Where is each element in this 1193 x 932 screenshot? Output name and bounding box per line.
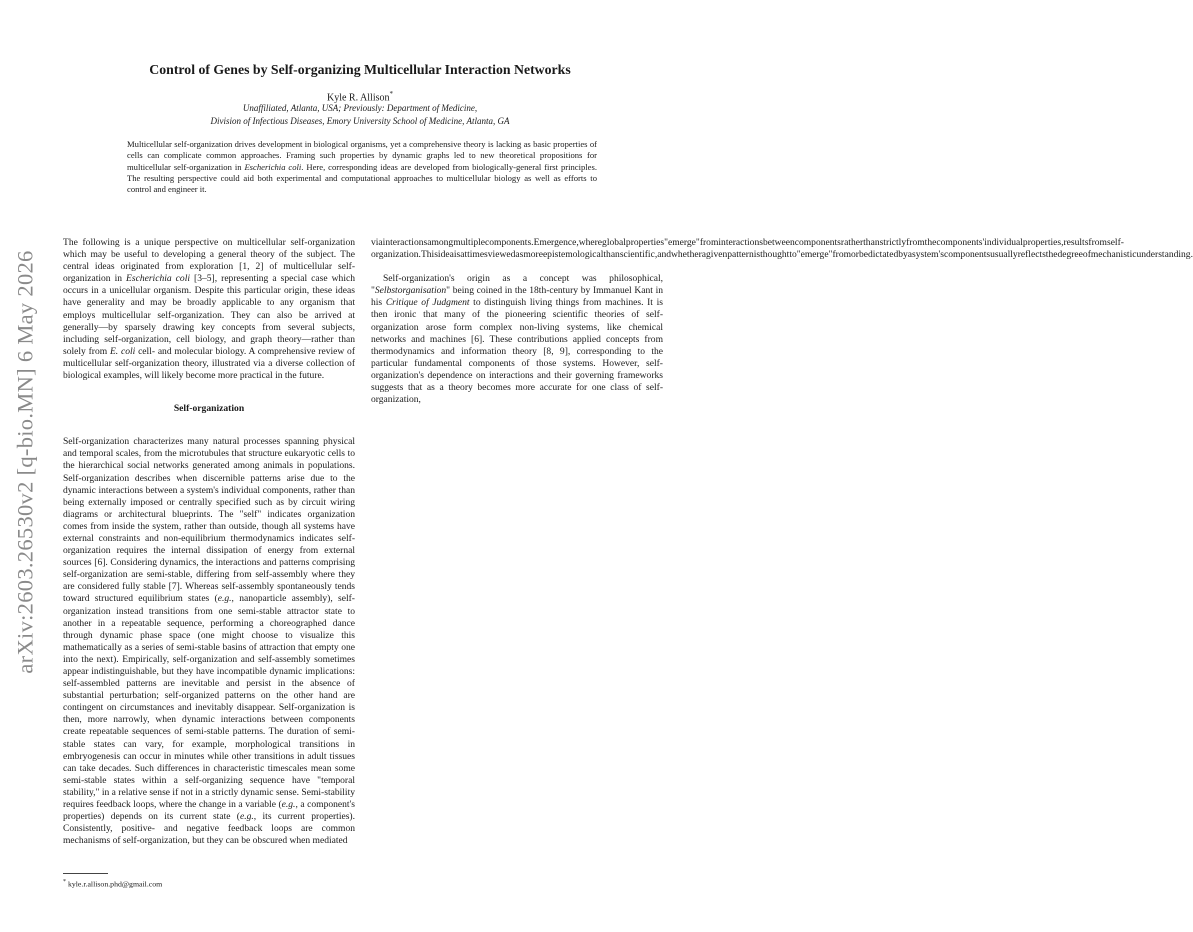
section-p1-text-d: results <box>1063 237 1089 248</box>
section-p2-critique: Critique of Judgment <box>385 297 470 309</box>
section-p1-text-d: idea <box>437 249 454 261</box>
section-heading: Self-organization <box>173 403 245 415</box>
section-paragraph-1 <box>63 436 355 847</box>
section-p1-text-d: of <box>1082 249 1091 261</box>
section-p1-text-d: thought <box>760 249 790 261</box>
section-p1-text-d: degree <box>1057 249 1083 261</box>
section-p2-text-c: to distinguish living things from machines. It is then ironic that many of the pioneering scientific theories of self-organization arose form complex non-living systems, like chemical networks and machines [6]. These contributions applied concepts from thermodynamics and information theory [8, 9], corresponding to the particular fundamental components of those systems. However, self-organization's dependence on interactions and their governing frameworks suggests that as a theory becomes more accurate for one class of self-organization, <box>371 297 663 406</box>
author-line <box>60 90 660 103</box>
section-p1-text-d: scientific, <box>619 249 658 261</box>
section-p1-text-d: the <box>924 237 937 248</box>
section-p1-text-d: strictly <box>879 237 907 248</box>
section-p1-text-d: properties <box>625 237 665 248</box>
section-p1-eg-3: e.g. <box>239 811 254 823</box>
section-p1-text-d: , its current properties). Consistently, positive- and negative feedback loops are common mechanisms of self-organization, but they can be obscured when mediated <box>63 811 355 847</box>
section-paragraph-1-continued <box>371 237 1193 261</box>
footnote-rule <box>63 873 108 874</box>
abstract-text-1: Multicellular self-organization drives development in biological organisms, yet a comprehensive theory is lacking as basic properties of cells can complicate common approaches. Framing such properties by dynamic graphs led to new theoretical propositions for multicellular self-organization in <box>127 139 597 172</box>
intro-text-3: cell- and molecular biology. A comprehensive review of multicellular self-organization theory, illustrated via a diverse collection of biological examples, will likely become more practical in the future. <box>63 345 355 382</box>
section-p1-text-d: Emergence, <box>533 237 579 248</box>
section-p1-text-d: more <box>523 249 543 261</box>
intro-organism-short: E. coli <box>109 345 136 357</box>
section-p1-text-d: reflects <box>1017 249 1046 261</box>
section-p1-text-d: properties, <box>1022 237 1064 248</box>
section-p1-text-d: self-organization. <box>371 237 1124 261</box>
section-p1-text-d: global <box>602 237 626 248</box>
abstract-text-2: . Here, corresponding ideas are developed from biologically-general first principles. The resulting perspective could aid both experimental and computational approaches to multicellular biology as well as efforts to control and engineer it. <box>127 161 597 195</box>
section-p1-text-d: usually <box>990 249 1018 261</box>
section-p1-text-d: pattern <box>727 249 754 261</box>
footnote <box>63 879 162 889</box>
section-p1-text-d: components. <box>485 237 534 248</box>
section-p1-text-d: system's <box>912 249 944 261</box>
section-p1-text-d: via <box>371 237 383 248</box>
intro-text-1: The following is a unique perspective on multicellular self-organization which may be useful to developing a general theory of the subject. The central ideas originated from exploration [1, 2] of multicellular self-organization in <box>63 237 355 285</box>
intro-paragraph <box>63 237 355 382</box>
section-p1-text-b: , nanoparticle assembly), self-organization instead transitions from one semi-stable attractor state to another in a repeatable sequence, performing a choreographed dance through dynamic phase space (one might choose to visualize this mathematically as a series of semi-stable basins of attraction that empty one into the next). Empirically, self-organization and self-assembly sometimes appear indistinguishable, but they have incompatible dynamic implications: self-assembled patterns are inevitable and persist in the absence of substantial perturbation; self-organized patterns on the other hand are contingent on circumstances and inevitably disappear. Self-organization is then, more narrowly, when dynamic interactions between components create repeatable sequences of semi-stable patterns. The duration of semi-stable states can vary, for example, morphological transitions in embryogenesis can occur in minutes while other transitions in adult tissues can take decades. Such differences in characteristic timescales mean some semi-stable states within a self-organizing sequence have "temporal stability," in a relative sense if not in a strictly dynamic sense. Semi-stability requires feedback loops, where the change in a variable ( <box>63 593 355 811</box>
section-p1-text-d: a <box>907 249 913 261</box>
section-p1-text-d: This <box>420 249 438 261</box>
section-p1-text-d: mechanistic <box>1090 249 1137 261</box>
section-p1-text-d: the <box>1045 249 1058 261</box>
section-p1-text-c: , a component's properties) depends on its current state ( <box>63 799 355 823</box>
intro-text-2: [3–5], representing a special case which occurs in a unicellular organism. Despite this particular origin, these ideas have generality and may be broadly applicable to any organism that employs multicellular self-organization. They can also be arrived at generally—by sparsely drawing key concepts from several subjects, including self-organization, cell biology, and graph theory—rather than solely from <box>63 273 355 357</box>
section-p1-text-d: components <box>943 249 991 261</box>
section-p1-text-d: rather <box>840 237 864 248</box>
section-p1-text-d: from <box>906 237 925 248</box>
section-p1-text-a: Self-organization characterizes many natural processes spanning physical and temporal scales, from the microtubules that structure eukaryotic cells to the hierarchical social networks generated among animals in populations. Self-organization describes when discernible patterns arise due to the dynamic interactions between a system's individual components, rather than being externally imposed or centrally specified such as by circuit wiring diagrams or architectural blueprints. The "self" indicates organization comes from inside the system, rather than outside, though all systems have external constraints and non-equilibrium thermodynamics indicates self-organization requires the internal dissipation of energy from external sources [6]. Considering dynamics, the interactions and patterns comprising self-organization are semi-stable, differing from self-assembly where they are considered fully stable [7]. Whereas self-assembly spontaneously tends toward structured equilibrium states ( <box>63 436 355 605</box>
section-p1-eg-2: e.g. <box>281 799 296 811</box>
section-p1-text-d: to <box>789 249 797 261</box>
section-p2-text-a: Self-organization's origin as a concept was philosophical, " <box>371 273 663 297</box>
section-p1-text-d: at <box>460 249 468 261</box>
abstract-organism: Escherichia coli <box>244 161 302 172</box>
section-p1-text-d: interactions <box>718 237 763 248</box>
author-footnote-marker: * <box>389 90 393 98</box>
section-p1-text-d: or <box>851 249 859 261</box>
section-p1-text-d: "emerge" <box>796 249 833 261</box>
section-p1-text-d: multiple <box>453 237 486 248</box>
footnote-email: kyle.r.allison.phd@gmail.com <box>67 879 163 889</box>
right-column <box>371 237 1193 406</box>
section-p1-text-d: interactions <box>382 237 428 248</box>
section-p1-text-d: components' <box>936 237 985 248</box>
section-p1-text-d: given <box>706 249 728 261</box>
section-p1-text-d: and <box>657 249 672 261</box>
section-p1-text-d: viewed <box>487 249 516 261</box>
section-p1-text-d: individual <box>984 237 1023 248</box>
abstract <box>127 139 597 195</box>
paper-title: Control of Genes by Self-organizing Multicellular Interaction Networks <box>149 62 571 77</box>
section-p1-text-d: from <box>1088 237 1107 248</box>
section-p1-text-d: between <box>762 237 795 248</box>
footnote-marker: * <box>63 879 66 885</box>
section-paragraph-2 <box>371 273 663 406</box>
section-p1-text-d: be <box>858 249 868 261</box>
section-p1-text-d: from <box>832 249 852 261</box>
section-p1-text-d: understanding. <box>1136 249 1193 261</box>
section-p1-eg-1: e.g. <box>217 593 232 605</box>
section-p1-text-d: epistemological <box>542 249 604 261</box>
section-p1-text-d: is <box>753 249 761 261</box>
section-p1-text-d: a <box>701 249 707 261</box>
section-p1-text-d: components <box>794 237 841 248</box>
left-column <box>63 237 355 847</box>
affiliation-line-2: Division of Infectious Diseases, Emory University School of Medicine, Atlanta, GA <box>210 116 510 126</box>
section-p1-text-d: times <box>467 249 488 261</box>
section-p1-text-d: as <box>515 249 524 261</box>
section-p1-text-d: than <box>603 249 620 261</box>
section-p1-text-d: whether <box>671 249 702 261</box>
section-p2-text-b: " being coined in the 18th-century by Immanuel Kant in his <box>371 285 663 309</box>
affiliation-line-1: Unaffiliated, Atlanta, USA; Previously: Department of Medicine, <box>242 103 478 113</box>
section-p1-text-d: dictated <box>868 249 899 261</box>
section-p1-text-d: than <box>863 237 880 248</box>
arxiv-sidebar-stamp <box>8 232 44 692</box>
intro-organism: Escherichia coli <box>126 273 190 285</box>
section-p1-text-d: is <box>453 249 461 261</box>
section-p1-text-d: where <box>578 237 603 248</box>
section-p1-text-d: from <box>699 237 719 248</box>
author-name: Kyle R. Allison <box>326 92 390 104</box>
section-p2-selbst: Selbstorganisation <box>374 285 447 297</box>
section-p1-text-d: among <box>427 237 454 248</box>
section-p1-text-d: by <box>898 249 908 261</box>
arxiv-identifier: arXiv:2603.26530v2 [q-bio.MN] 6 May 2026 <box>13 250 38 674</box>
section-p1-text-d: "emerge" <box>664 237 700 248</box>
